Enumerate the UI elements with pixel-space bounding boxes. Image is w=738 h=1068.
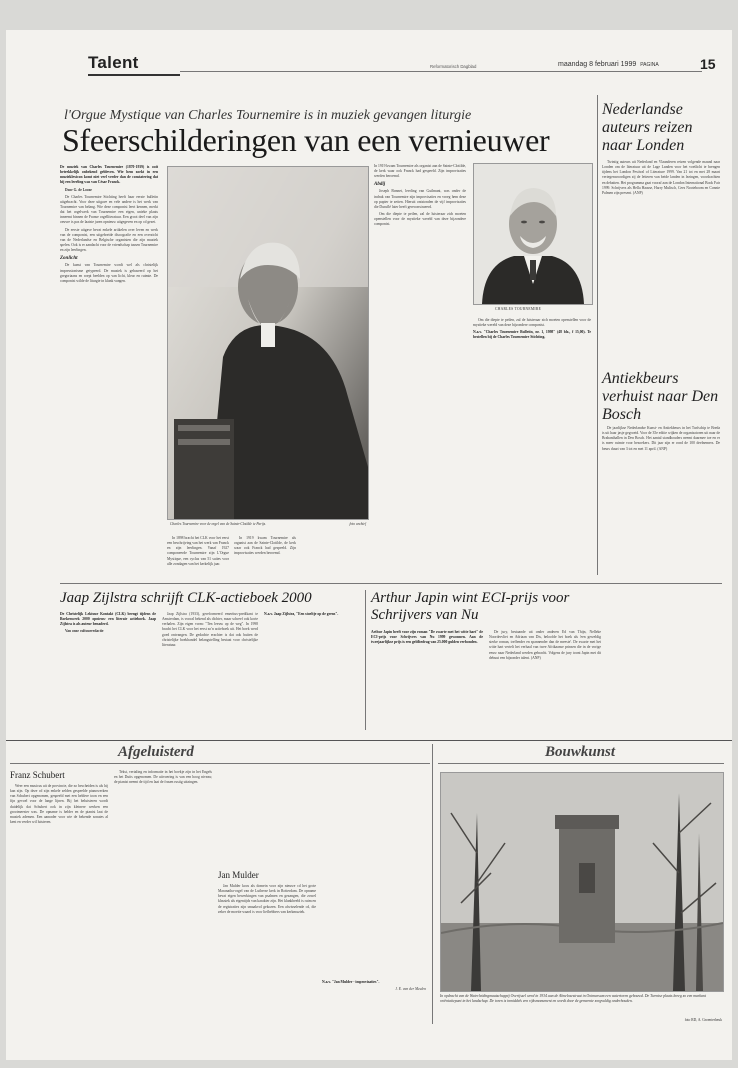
mulder-order-info: N.a.v. "Jan Mulder - improvisaties". [322,980,380,984]
watertoren-credit: foto RD, A. Groenterheuk [684,1018,722,1022]
article-paragraph: Om die diepte te peilen, zal de luisteraar zich moeten openstellen voor de mystieke wereld van deze bijzondere componist. [473,318,591,328]
mulder-reviewer: J. E. van der Meulen [395,987,426,992]
schubert-column-1 [10,784,108,827]
zijlstra-byline: Van onze cultuurredactie [65,629,104,634]
article-paragraph: Om die diepte te peilen, zal de luisteraar zich moeten openstellen voor de mystieke wereld van deze bijzondere componist. [374,212,466,227]
bouwkunst-rule [438,763,724,764]
article-column-3 [234,536,296,559]
tournemire-portrait [473,163,593,305]
sidebar-headline-2: Antiekbeurs verhuist naar Den Bosch [602,370,719,423]
article-order-info: N.a.v. "Charles Tournemire Bulletin, nr. 1, 1998" (48 blz., f 15,00). Te bestellen bij de Charles Tournemire Stichting. [473,330,591,340]
mulder-column-2 [322,980,426,994]
afgeluisterd-rule [10,763,430,764]
mulder-column-1 [218,884,316,917]
zijlstra-lead: De Christelijk Lektuur Kontakt (CLK) brengt tijdens de Boekenweek 2000 opnieuw een literair actieboek. Jaap Zijlstra is als auteur benaderd. [60,612,156,627]
schubert-column-2 [114,770,212,787]
japin-body: De jury, bestaande uit onder anderen Ed van Thijn, Nelleke Noordervliet en Adriaan van Dis, beloofde het boek als 'een geweldig sterke roman, treffender en spannender dan de meeste'. De zwarte met het witte hart vertelt het verhaal van twee Afrikaanse prinsen die in de vorige eeuw naar Nederland werden gebracht. Volgens de jury toont Japin met dit debuut een bijzonder talent. (ANP) [489,630,601,660]
newspaper-name: Reformatorisch Dagblad [430,64,477,69]
photo-credit: foto archief [349,522,366,526]
article-paragraph: De kunst van Tournemire wordt wel als christelijk impressionisme getypeerd. De muziek is gebaseerd op het gregoriaans en roept beelden op van licht, kleur en ruimte. De componist wilde de liturgie in klank vangen. [60,263,158,283]
article-kicker: l'Orgue Mystique van Charles Tournemire is in muziek gevangen liturgie [64,108,472,123]
schubert-body-2: Tekst, vertaling en informatie in het boekje zijn in het Engels en het Duits opgenomen. De uitvoering is van een hoog niveau; de pianist neemt de tijd en laat de frasen rustig uitzingen. [114,770,212,785]
tournemire-organ-photo [167,166,369,520]
article-paragraph: De Charles Tournemire Stichting heeft haar eerste bulletin uitgebracht. Voor deze uitgave en vele andere is het werk van Tournemire van belang. Wie deze componist leert kennen, merkt dat het orgelwerk van Tournemire een eigen, unieke plaats inneemt binnen de Franse orgelliteratuur. Een groot deel van zijn oeuvre is pas de laatste jaren opnieuw uitgegeven en op cd gezet. [60,194,158,225]
zijlstra-body: Jaap Zijlstra (1933), gereformeerd emeritus-predikant te Amsterdam, is vooral bekend als dichter, maar schreef ook korte verhalen. Zijn eigen vorm: "Ten leeuw op de weg". In 1998 bracht het CLK voor het eerst zo'n actieboek uit. Het boek werd goed ontvangen. De gedachte erachter is dat ook buiten de christelijke boekhandel belangstelling bestaat voor christelijke literatuur. [162,612,258,647]
schubert-body: Weer een musicus uit de provincie, die zo bescheiden is als hij kan zijn. Op deze cd zijn enkele zelden gespeelde pianowerken van Schubert opgenomen, gespeeld met een heldere toon en een fijn gevoel voor de lange lijnen. Bij het beluisteren wordt duidelijk dat Schubert ook in zijn kleinere werken een grootmeester was. De opname is helder en de pianist laat de muziek ademen. Een aanrader voor wie de bekende sonates al kent en verder wil luisteren. [10,784,108,825]
mid-column-divider [365,590,366,730]
watertoren-image [441,773,723,991]
article-column-5 [473,318,591,343]
watertoren-photo [440,772,724,992]
article-paragraph: In 1919 kwam Tournemire als organist aan de Sainte-Clotilde, de kerk waar ook Franck had gespeeld. Zijn improvisaties werden beroemd. [234,536,296,556]
zijlstra-order-info: N.a.v. Jaap Zijlstra, "Een stoeltje op de grens". [264,612,339,616]
article-subheading: Zonlicht [60,256,78,262]
japin-column-1 [371,630,483,647]
photo-caption: Charles Tournemire voor de orgel van de Sainte-Clotilde te Parijs. [170,522,267,526]
sidebar-paragraph: De jaarlijkse Nederlandse Kunst- en Antiekbeurs in het Turfschip te Breda is uit haar jasje gegroeid. Voor de 35e editie wijken de organisatoren uit naar de Brabanthallen in Den Bosch. Het aantal standhouders neemt daarmee toe en er is meer ruimte voor bezoekers. Dit jaar zijn er rond de 100 deelnemers. De beurs duurt van 3 tot en met 11 april. (ANP) [602,426,720,451]
article-column-4 [374,164,466,230]
article-subheading: Abdij [374,182,386,188]
article-paragraph: In 1919 kwam Tournemire als organist aan de Sainte-Clotilde, de kerk waar ook Franck had gespeeld. Zijn improvisaties werden beroemd. [374,164,466,179]
bottom-section-rule [6,740,732,741]
article-paragraph: De eerste uitgave bevat enkele artikelen over leven en werk van de componist, een uitgebreide discografie en een overzicht van de Nederlandse en Belgische organisten die zijn muziek spelen. Ook is er aandacht voor de vriendschap tussen Tournemire en zijn leerlingen. [60,227,158,253]
zijlstra-column-1 [60,612,156,636]
organ-photo-image [168,167,368,519]
japin-headline: Arthur Japin wint ECI-prijs voor Schrijvers van Nu [371,590,570,623]
article-intro: De muziek van Charles Tournemire (1870-1939) is ooit betrekkelijk onbekend gebleven. Wie hem zoekt in een muzieklexicon komt niet veel verder dan de constatering dat hij een leerling was van César Franck. [60,165,158,185]
japin-lead: Arthur Japin heeft voor zijn roman "De zwarte met het witte hart" de ECI-prijs voor Schrijvers van Nu 1999 gewonnen. Aan de tweejaarlijkse prijs is een geldbedrag van 25.000 gulden verbonden. [371,630,483,645]
mulder-body: Jan Mulder koos als domein voor zijn nieuwe cd het grote Maranatha-orgel van de Lutherse kerk in Rotterdam. De opname bevat eigen bewerkingen van psalmen en gezangen, die zowel klassiek als eigentijds van karakter zijn. Het klankbeeld is ruim en de registraties zijn smaakvol gekozen. Een afwisselende cd, die zeker de moeite waard is voor liefhebbers van kerkmuziek. [218,884,316,914]
mid-row-rule [60,583,722,584]
mulder-headline: Jan Mulder [218,870,259,880]
japin-column-2 [489,630,601,663]
schubert-headline: Franz Schubert [10,770,65,780]
article-paragraph: In 1898 bracht het CLK voor het eerst een beschrijving van het werk van Franck en zijn leerlingen. Vanaf 1927 componeerde Tournemire zijn L'Orgue Mystique, een cyclus van 51 suites voor alle zondagen van het kerkelijk jaar. [167,536,229,566]
zijlstra-column-2 [162,612,258,650]
zijlstra-column-3 [264,612,360,619]
sidebar-divider [597,95,598,575]
sidebar-paragraph: Twintig auteurs uit Nederland en Vlaanderen reizen volgende maand naar Londen om de literatuur uit de Lage Landen voor het voetlicht te brengen tijdens het London Festival of Literature 1999. Van 21 tot en met 28 maart vertegenwoordigen zij de letteren van beide landen in lezingen, voordrachten en debatten. Het programma gaat vooraf aan de London International Book Fair 1999. Schrijvers als Hella Haasse, Harry Mulisch, Cees Nooteboom en Connie Palmen zijn present. (ANP) [602,160,720,195]
masthead-rule [180,71,702,72]
afgeluisterd-banner: Afgeluisterd [118,744,194,760]
page-date: maandag 8 februari 1999 PAGINA [558,61,659,68]
article-intro-column [60,165,158,286]
page-number: 15 [700,56,716,72]
portrait-image [474,164,592,304]
sidebar-article-1 [602,160,720,198]
watertoren-caption: In opdracht van de Waterleidingmaatschappij Overijssel werd in 1934 aan de Almelosestraat in Ootmarsum een watertoren gebouwd. De Twentse plaats kreeg zo een markant oriëntatiepunt in het landschap. De toren is inmiddels een rijksmonument en wordt door de gemeente zorgvuldig onderhouden. [440,994,706,1003]
portrait-caption: CHARLES TOURNEMIRE [495,307,542,311]
article-paragraph: Joseph Bonnet, leerling van Guilmant, was onder de indruk van Tournemire zijn improvisaties en vroeg hem deze op papier te zetten. Hieruit ontstonden de vijf improvisaties die Duruflé later heeft gereconstrueerd. [374,189,466,209]
sidebar-headline-1: Nederlandse auteurs reizen naar Londen [602,101,693,154]
zijlstra-headline: Jaap Zijlstra schrijft CLK-actieboek 2000 [60,590,312,606]
bouwkunst-divider [432,744,433,1024]
sidebar-article-2 [602,426,720,454]
section-underline [88,74,180,76]
article-byline: Door G. de Looze [65,187,92,192]
section-title: Talent [88,53,139,72]
article-column-2 [167,536,229,569]
bouwkunst-banner: Bouwkunst [545,744,616,760]
article-headline: Sfeerschilderingen van een vernieuwer [62,122,550,158]
